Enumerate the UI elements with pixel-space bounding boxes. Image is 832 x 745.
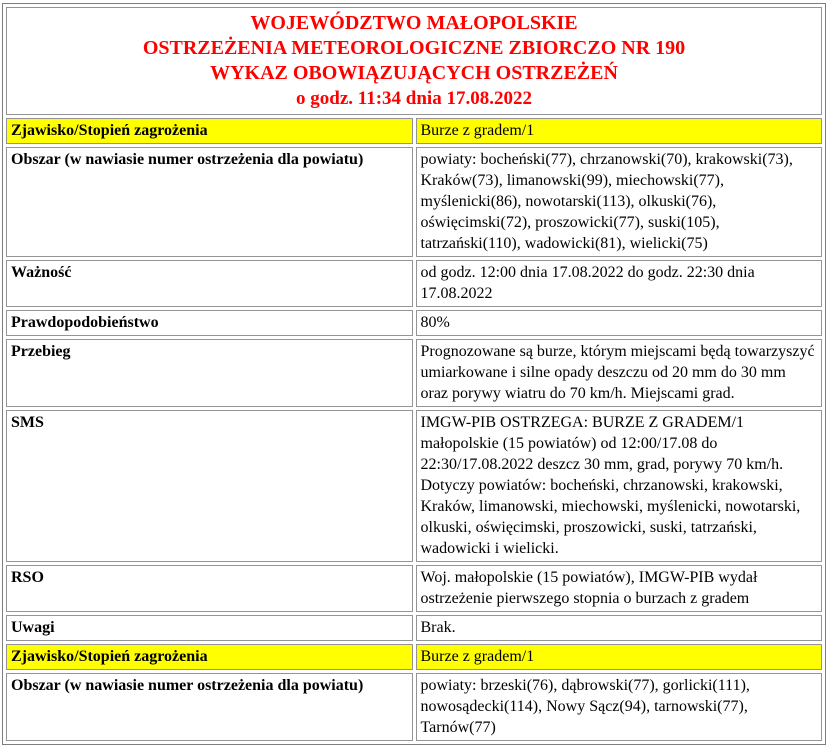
row-label: RSO	[6, 565, 413, 612]
validity-row	[6, 260, 822, 307]
rso-row	[6, 565, 822, 612]
row-value: IMGW-PIB OSTRZEGA: BURZE Z GRADEM/1 małopolskie (15 powiatów) od 12:00/17.08 do 22:30/17.08.2022 deszcz 30 mm, grad, porywy 70 km/h. Dotyczy powiatów: bocheński, chrzanowski, krakowski, Kraków, limanowski, miechowski, myślenicki, nowotarski, olkuski, oświęcimski, proszowicki, suski, tatrzański, wadowicki i wielicki.	[416, 410, 823, 562]
phenomenon-row-1	[6, 118, 822, 144]
probability-row	[6, 310, 822, 336]
row-value: powiaty: brzeski(76), dąbrowski(77), gorlicki(111), nowosądecki(114), Nowy Sącz(94), tarnowski(77), Tarnów(77)	[416, 673, 823, 741]
row-value: 80%	[416, 310, 823, 336]
voivodeship-title: WOJEWÓDZTWO MAŁOPOLSKIE	[250, 12, 578, 34]
area-row-1	[6, 147, 822, 257]
row-label: Prawdopodobieństwo	[6, 310, 413, 336]
phenomenon-row-2	[6, 644, 822, 670]
remarks-row	[6, 615, 822, 641]
row-value: powiaty: bocheński(77), chrzanowski(70), krakowski(73), Kraków(73), limanowski(99), miechowski(77), myślenicki(86), nowotarski(113), olkuski(76), oświęcimski(72), proszowicki(77), suski(105), tatrzański(110), wadowicki(81), wielicki(75)	[416, 147, 823, 257]
row-label: Obszar (w nawiasie numer ostrzeżenia dla powiatu)	[6, 673, 413, 741]
row-label: Uwagi	[6, 615, 413, 641]
row-label: Przebieg	[6, 339, 413, 407]
course-row	[6, 339, 822, 407]
row-label: SMS	[6, 410, 413, 562]
area-row-2	[6, 673, 822, 741]
warning-bulletin-page	[0, 3, 832, 736]
issue-time: o godz. 11:34 dnia 17.08.2022	[296, 88, 532, 109]
row-value: Prognozowane są burze, którym miejscami będą towarzyszyć umiarkowane i silne opady deszczu od 20 mm do 30 mm oraz porywy wiatru do 70 km/h. Miejscami grad.	[416, 339, 823, 407]
bulletin-header	[6, 7, 822, 115]
row-label: Ważność	[6, 260, 413, 307]
row-label: Obszar (w nawiasie numer ostrzeżenia dla powiatu)	[6, 147, 413, 257]
row-label: Zjawisko/Stopień zagrożenia	[6, 118, 413, 144]
sms-row	[6, 410, 822, 562]
row-value: Burze z gradem/1	[416, 644, 823, 670]
row-value: Woj. małopolskie (15 powiatów), IMGW-PIB wydał ostrzeżenie pierwszego stopnia o burzach z gradem	[416, 565, 823, 612]
bulletin-number-title: OSTRZEŻENIA METEOROLOGICZNE ZBIORCZO NR 190	[142, 37, 686, 59]
row-value: od godz. 12:00 dnia 17.08.2022 do godz. 22:30 dnia 17.08.2022	[416, 260, 823, 307]
warning-table	[2, 3, 826, 745]
row-value: Burze z gradem/1	[416, 118, 823, 144]
bulletin-subtitle: WYKAZ OBOWIĄZUJĄCYCH OSTRZEŻEŃ	[210, 62, 618, 84]
row-value: Brak.	[416, 615, 823, 641]
row-label: Zjawisko/Stopień zagrożenia	[6, 644, 413, 670]
header-row	[6, 7, 822, 115]
